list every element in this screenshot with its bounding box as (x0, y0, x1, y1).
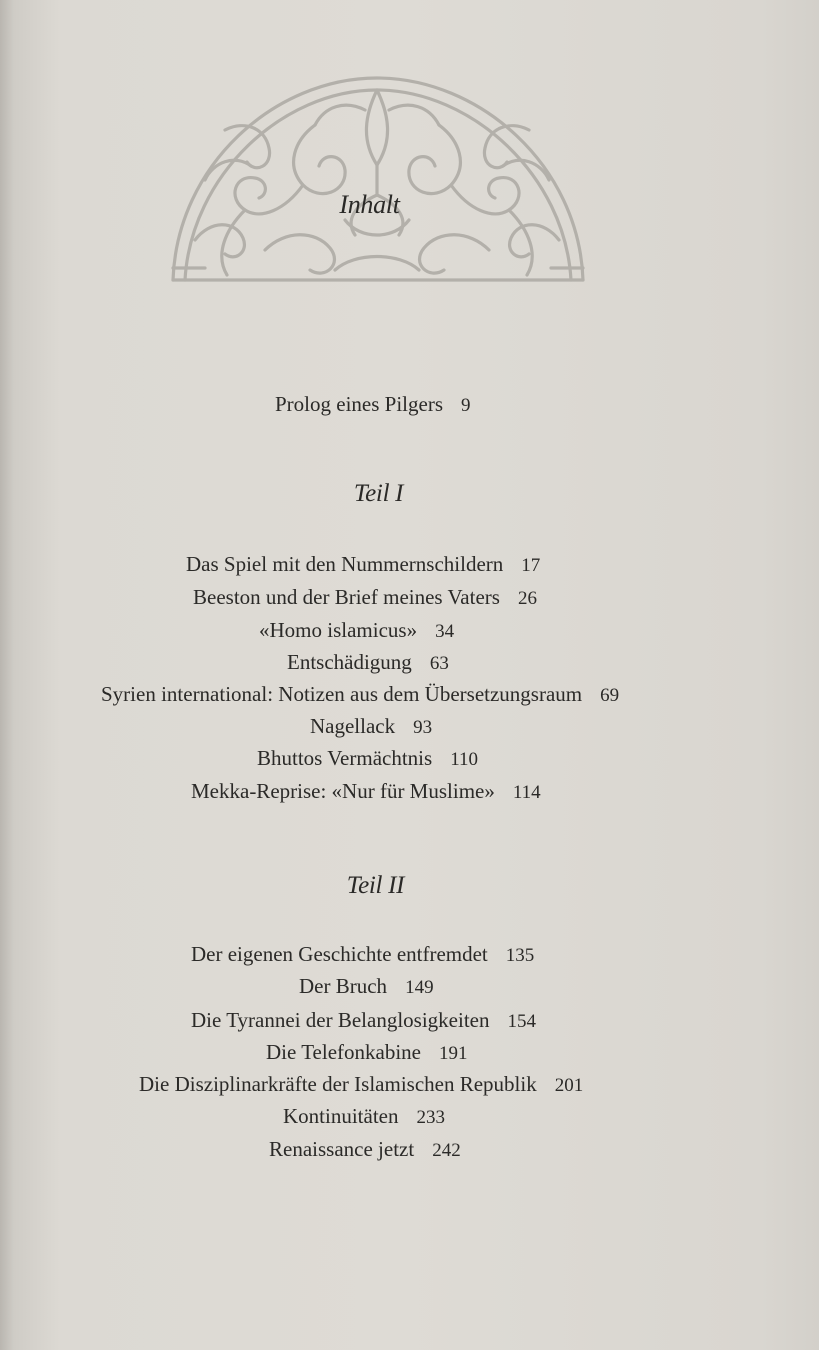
toc-entry (186, 551, 540, 579)
toc-entry (283, 1103, 445, 1131)
entry-page-number: 233 (416, 1107, 445, 1128)
toc-entry (266, 1039, 468, 1067)
entry-title: Entschädigung (287, 650, 412, 674)
arabesque-ornament-icon (165, 70, 590, 285)
entry-title: Die Tyrannei der Belanglosigkeiten (191, 1008, 490, 1032)
entry-page-number: 9 (461, 395, 471, 416)
toc-entry (257, 745, 478, 773)
toc-entry (191, 778, 541, 806)
entry-page-number: 69 (600, 685, 620, 706)
entry-page-number: 149 (405, 977, 434, 998)
entry-title: Die Telefonkabine (266, 1040, 421, 1064)
toc-entry (193, 584, 537, 612)
entry-title: Der Bruch (299, 974, 388, 998)
entry-title: Prolog eines Pilgers (275, 392, 443, 416)
toc-entry (259, 617, 454, 645)
entry-title: Bhuttos Vermächtnis (257, 746, 433, 770)
toc-entry (191, 1007, 536, 1035)
entry-title: Die Disziplinarkräfte der Islamischen Republik (139, 1072, 537, 1096)
part-heading-1: Teil I (353, 480, 404, 507)
entry-page-number: 242 (432, 1140, 461, 1161)
toc-entry (269, 1136, 461, 1164)
toc-entry (310, 713, 432, 741)
entry-title: Syrien international: Notizen aus dem Übersetzungsraum (101, 682, 583, 706)
entry-page-number: 191 (439, 1043, 468, 1064)
entry-page-number: 63 (429, 653, 449, 674)
entry-page-number: 34 (435, 621, 455, 642)
toc-entry (299, 973, 434, 1001)
entry-title: «Homo islamicus» (259, 618, 418, 642)
toc-entry (191, 941, 534, 969)
entry-page-number: 26 (517, 588, 537, 609)
entry-title: Mekka-Reprise: «Nur für Muslime» (191, 779, 495, 803)
entry-title: Der eigenen Geschichte entfremdet (191, 942, 488, 966)
entry-page-number: 201 (554, 1075, 584, 1096)
entry-page-number: 110 (450, 749, 478, 770)
entry-page-number: 93 (413, 717, 433, 738)
part-heading-2: Teil II (346, 872, 405, 899)
entry-page-number: 114 (512, 782, 541, 803)
entry-title: Das Spiel mit den Nummernschildern (186, 552, 504, 576)
entry-page-number: 135 (505, 945, 535, 966)
entry-page-number: 17 (521, 555, 541, 576)
entry-title: Kontinuitäten (283, 1104, 399, 1128)
toc-entry (101, 681, 619, 709)
toc-entry (139, 1071, 583, 1099)
show-through-text (236, 418, 596, 450)
entry-title: Nagellack (310, 714, 396, 738)
entry-title: Renaissance jetzt (269, 1137, 415, 1161)
toc-entry-prologue (275, 391, 471, 419)
toc-title: Inhalt (339, 190, 400, 219)
entry-title: Beeston und der Brief meines Vaters (193, 585, 500, 609)
entry-page-number: 154 (507, 1011, 536, 1032)
toc-entry (287, 649, 449, 677)
